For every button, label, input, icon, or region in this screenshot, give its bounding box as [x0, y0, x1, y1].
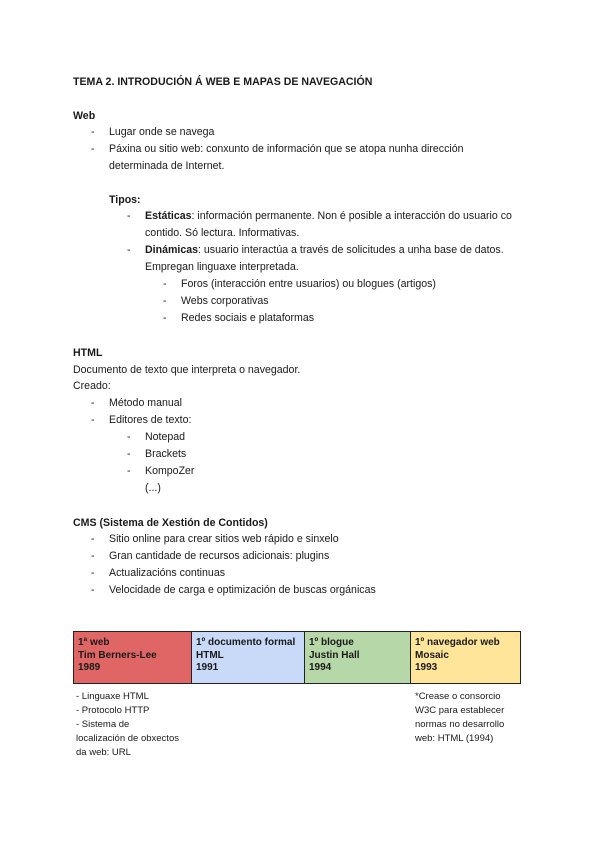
bullet-dash: - — [163, 295, 167, 307]
timeline-cell-title: 1º navegador web — [415, 637, 500, 648]
timeline-cell-first-web — [74, 632, 191, 683]
web-item-2-cont: determinada de Internet. — [109, 160, 225, 172]
dinamicas-line — [145, 243, 504, 257]
bullet-dash: - — [91, 584, 95, 596]
bullet-dash: - — [163, 312, 167, 324]
html-editor-1: Notepad — [145, 431, 186, 443]
note-right-2: W3C para establecer — [415, 705, 505, 716]
note-right-1: *Crease o consorcio — [415, 691, 501, 702]
timeline-cell-subject: Justin Hall — [309, 649, 360, 661]
dinamicas-label: Dinámicas — [145, 244, 198, 256]
timeline-cell-title: 1º documento formal — [196, 637, 296, 648]
cms-item-4: Velocidade de carga e optimización de buscas orgánicas — [109, 584, 376, 596]
bullet-dash: - — [127, 244, 131, 256]
cms-item-2: Gran cantidade de recursos adicionais: plugins — [109, 550, 330, 562]
web-heading: Web — [73, 110, 96, 122]
estaticas-text-cont: contido. Só lectura. Informativas. — [145, 227, 300, 239]
note-right-3: normas no desarrollo — [415, 719, 505, 730]
html-editor-2: Brackets — [145, 448, 187, 460]
bullet-dash: - — [91, 397, 95, 409]
bullet-dash: - — [127, 465, 131, 477]
tipos-heading: Tipos: — [109, 194, 141, 206]
bullet-dash: - — [127, 210, 131, 222]
timeline-cell-first-blog — [304, 632, 410, 683]
dinamicas-example-2: Webs corporativas — [181, 295, 269, 307]
dinamicas-example-1: Foros (interacción entre usuarios) ou blogues (artigos) — [181, 278, 436, 290]
timeline-cell-first-document — [191, 632, 304, 683]
html-method-1: Método manual — [109, 397, 183, 409]
timeline-cell-year: 1989 — [78, 662, 101, 673]
note-right-4: web: HTML (1994) — [415, 733, 494, 744]
web-item-2: Páxina ou sitio web: conxunto de información que se atopa nunha dirección — [109, 143, 464, 155]
timeline-cell-year: 1994 — [309, 662, 332, 673]
timeline — [73, 631, 521, 684]
html-description: Documento de texto que interpreta o navegador. — [73, 364, 301, 376]
note-left-4: localización de obxectos — [76, 733, 179, 744]
timeline-cell-first-browser — [410, 632, 520, 683]
bullet-dash: - — [91, 533, 95, 545]
cms-item-3: Actualizacións continuas — [109, 567, 226, 579]
bullet-dash: - — [91, 126, 95, 138]
bullet-dash: - — [163, 278, 167, 290]
dinamicas-example-3: Redes sociais e plataformas — [181, 312, 315, 324]
bullet-dash: - — [91, 550, 95, 562]
bullet-dash: - — [91, 143, 95, 155]
timeline-cell-title: 1º blogue — [309, 637, 354, 648]
bullet-dash: - — [127, 431, 131, 443]
dinamicas-text: : usuario interactúa a través de solicitudes a unha base de datos. — [198, 244, 504, 256]
timeline-cell-subject: HTML — [196, 649, 224, 661]
html-ellipsis: (...) — [145, 482, 161, 494]
note-left-3: - Sistema de — [76, 719, 130, 730]
estaticas-text: : información permanente. Non é posible a interacción do usuario co — [191, 210, 512, 222]
html-creado: Creado: — [73, 380, 111, 392]
page-title: TEMA 2. INTRODUCIÓN Á WEB E MAPAS DE NAVEGACIÓN — [73, 76, 373, 88]
timeline-cell-year: 1993 — [415, 662, 438, 673]
html-editor-3: KompoZer — [145, 465, 195, 477]
note-left-2: - Protocolo HTTP — [76, 705, 150, 716]
html-method-2: Editores de texto: — [109, 414, 192, 426]
estaticas-label: Estáticas — [145, 210, 192, 222]
cms-item-1: Sitio online para crear sitios web rápido e sinxelo — [109, 533, 339, 545]
bullet-dash: - — [91, 414, 95, 426]
cms-heading: CMS (Sistema de Xestión de Contidos) — [73, 517, 268, 529]
estaticas-line — [145, 209, 512, 223]
bullet-dash: - — [91, 567, 95, 579]
timeline-cell-subject: Tim Berners-Lee — [78, 649, 157, 661]
web-item-1: Lugar onde se navega — [109, 126, 215, 138]
bullet-dash: - — [127, 448, 131, 460]
timeline-cell-year: 1991 — [196, 662, 219, 673]
timeline-cell-subject: Mosaic — [415, 649, 449, 661]
note-left-1: - Linguaxe HTML — [76, 691, 149, 702]
dinamicas-text-cont: Empregan linguaxe interpretada. — [145, 261, 299, 273]
note-left-5: da web: URL — [76, 747, 131, 758]
html-heading: HTML — [73, 347, 103, 359]
timeline-cell-title: 1ª web — [78, 637, 110, 648]
